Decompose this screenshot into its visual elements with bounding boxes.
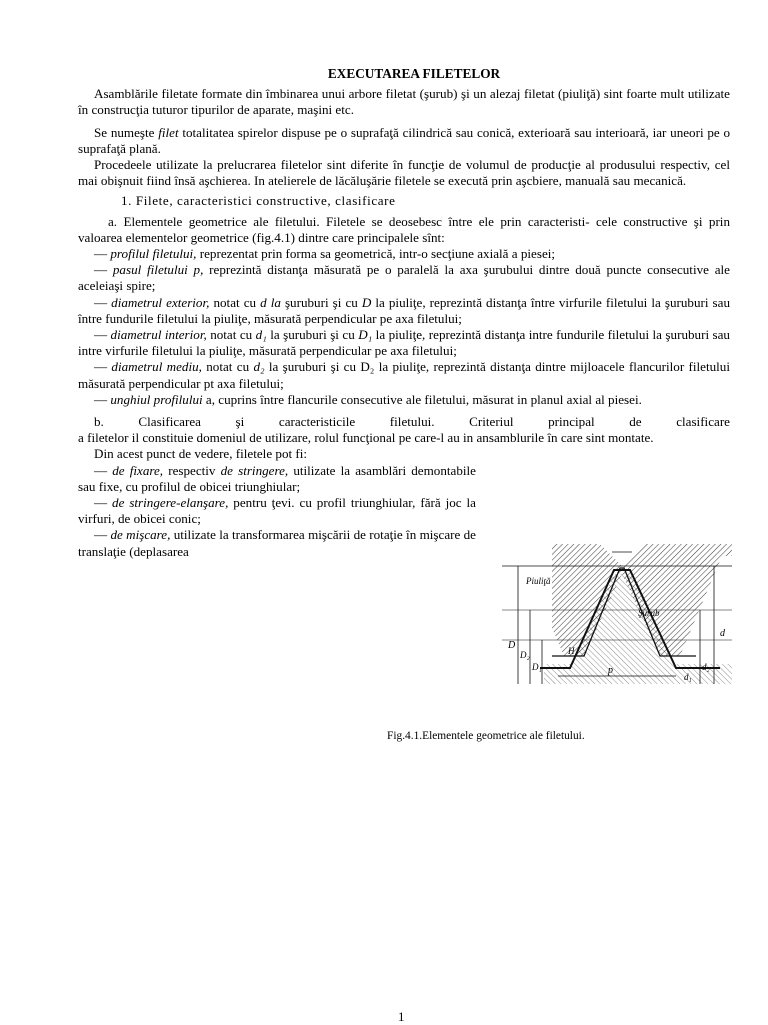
text: utilizate la asamblări demontabile sau fixe, cu profilul de obicei triunghiular; [78, 462, 476, 494]
symbol: D₁ [358, 327, 373, 343]
list-item-mean-diameter [78, 359, 730, 391]
label-D: D [508, 640, 516, 651]
label-D2: D₂ [520, 650, 530, 660]
term: de stringere-elanşare, [112, 495, 229, 511]
dash: — [94, 462, 108, 478]
label-H: H [568, 646, 575, 656]
classification-paragraph: a filetelor il constituie domeniul de utilizare, rolul funcţional pe care-l au in ansamblurile în care sint montate. [78, 430, 654, 446]
definition-paragraph [78, 125, 730, 157]
dash: — [94, 294, 108, 310]
term: diametrul mediu, [111, 359, 202, 375]
dash: — [94, 391, 108, 407]
symbol: d₂ [253, 359, 265, 375]
term: diametrul interior, [110, 327, 207, 343]
text: la piuliţe, reprezintă distanţa între virfurile filetului la şuruburi sau între fundurile filetului la piuliţe, măsurată perpendicular pe axa filetului; [78, 294, 730, 326]
dash: — [94, 246, 108, 262]
dash: — [94, 495, 108, 511]
def-pre: Se numeşte [94, 124, 159, 140]
figure-caption: Fig.4.1.Elementele geometrice ale filetului. [387, 730, 585, 742]
text: a, cuprins între flancurile consecutive ale filetului, măsurat in planul axial al piesei. [202, 391, 642, 407]
list-item-profile-angle [78, 392, 730, 408]
term: de mişcare, [110, 527, 171, 543]
list-item-pitch [78, 262, 730, 294]
def-term: filet [158, 124, 179, 140]
thread-type-fixing [78, 463, 476, 495]
dash: — [94, 327, 108, 343]
text: notat cu [206, 327, 256, 343]
dash: — [94, 359, 108, 375]
term: de fixare, [112, 462, 164, 478]
term: de stringere, [220, 462, 289, 478]
thread-type-motion [78, 527, 476, 559]
list-item-outer-diameter [78, 295, 730, 327]
label-p: p [608, 665, 613, 676]
text: utilizate la transformarea mişcării de rotaţie în mişcare de translaţie (deplasarea [78, 527, 476, 559]
term: pasul filetului p, [112, 262, 204, 278]
list-item-profile [78, 246, 730, 262]
text: reprezentat prin forma sa geometrică, intr-o secţiune axială a piesei; [196, 246, 556, 262]
label-piulita: Piuliţă [526, 576, 551, 586]
dash: — [94, 527, 108, 543]
document-body [78, 66, 730, 560]
intro-paragraph: Asamblările filetate formate din îmbinarea unui arbore filetat (şurub) şi un alezaj filetat (piuliţă) sint foarte mult utilizate în construcţia tuturor tipurilor de aparate, maşini etc. [78, 86, 730, 118]
symbol: D [361, 294, 372, 310]
label-surub: Şurub [638, 608, 660, 618]
dash: — [94, 262, 108, 278]
text: notat cu [209, 294, 261, 310]
text: la şuruburi şi cu [266, 327, 359, 343]
page-number: 1 [398, 1009, 405, 1024]
def-post: totalitatea spirelor dispuse pe o suprafaţă cilindrică sau conică, exterioară sau interioară, iar uneori pe o suprafaţă plană. [78, 124, 730, 156]
procedures-paragraph: Procedeele utilizate la prelucrarea filetelor sint diferite în funcţie de volumul de producţie al produsului respectiv, cel mai obişnuit fiind însă aşchierea. In atelierele de lăcăluşărie filetele se execută prin aşcbiere, manuală sau mecanică. [78, 157, 730, 189]
text: reprezintă distanţa măsurată pe o paralelă la axa şurubului dintre două puncte consecutive ale aceleiaşi spire; [78, 262, 730, 294]
from-point: Din acest punct de vedere, filetele pot fi: [94, 446, 308, 462]
symbol: d la [260, 294, 281, 310]
label-d1: d₁ [684, 672, 692, 682]
list-item-inner-diameter [78, 327, 730, 359]
text: la şuruburi şi cu D₂ la piuliţe, reprezintă distanţa dintre mijloacele flancurilor filetului măsurată perpendicular pt axa filetului; [78, 359, 730, 391]
text: şuruburi şi cu [280, 294, 362, 310]
classification-line: b. Clasificarea şi caracteristicile filetului. Criteriul principal de clasificare [94, 414, 730, 430]
label-d2: d₂ [702, 662, 710, 672]
term: unghiul profilului [110, 391, 203, 407]
text: notat cu [201, 359, 254, 375]
section-heading: 1. Filete, caracteristici constructive, clasificare [121, 193, 396, 209]
text: la piuliţe, reprezintă distanţa intre fundurile filetului la şuruburi sau intre virfurile filetului la piuliţe, măsurată perpendicular pe axa filetului; [78, 327, 730, 359]
page-title: EXECUTAREA FILETELOR [327, 66, 501, 81]
thread-types-text [78, 446, 476, 559]
term: profilul filetului, [110, 246, 197, 262]
thread-profile-figure [500, 544, 732, 684]
label-d: d [720, 628, 725, 639]
thread-types-block [78, 446, 730, 559]
thread-type-sealing [78, 495, 476, 527]
text: pentru ţevi. cu profil triunghiular, fără joc la virfuri, de obicei conic; [78, 495, 476, 527]
elements-intro: a. Elementele geometrice ale filetului. Filetele se deosebesc între ele prin caracteristi- cele constructive şi prin valoarea elementelor geometrice (fig.4.1) dintre care principalele sînt: [78, 213, 730, 245]
term: diametrul exterior, [111, 294, 210, 310]
text: respectiv [163, 462, 221, 478]
label-D1: D₁ [532, 662, 542, 672]
symbol: d₁ [255, 327, 267, 343]
